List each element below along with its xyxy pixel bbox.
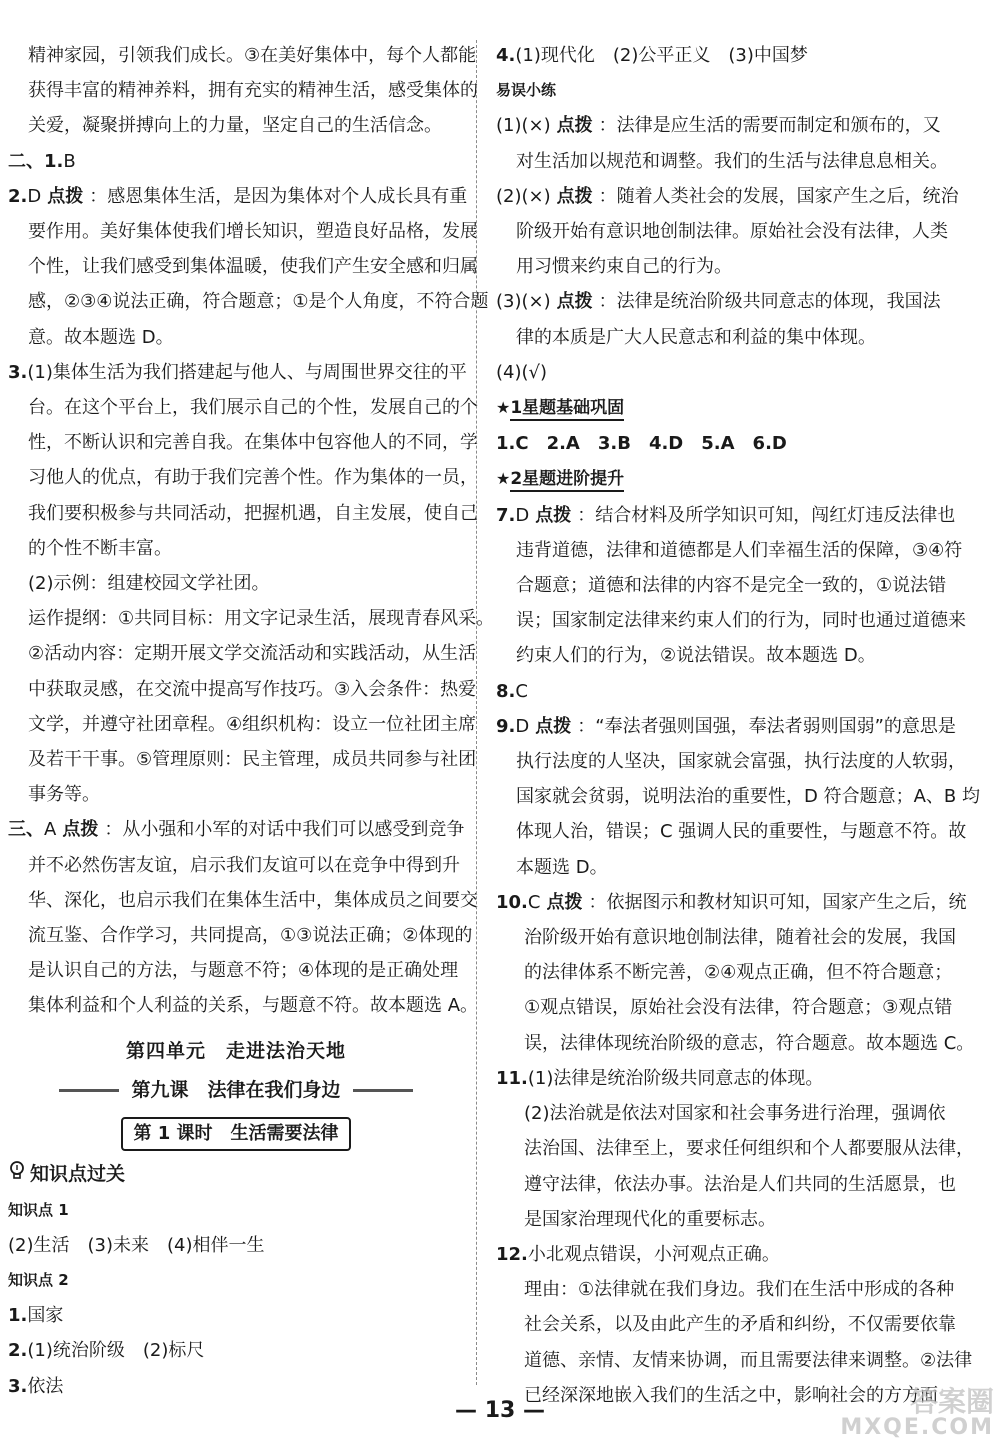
item-text: 国家 [27,1305,64,1327]
star-icon: ★ [496,469,511,489]
item-number: 2. [8,1340,28,1362]
text-line: ①观点错误，原始社会没有法律，符合题意；③观点错 [524,997,953,1019]
question-number: 2. [8,185,28,207]
right-column [496,38,980,1413]
star-2-heading [496,461,976,497]
section-label: 2星题进阶提升 [510,469,624,492]
text-line: ：“奉法者强则国强，奉法者弱则国弱”的意思是 [577,715,956,737]
text-line: 的个性不断丰富。 [28,537,172,559]
question-9 [496,709,980,885]
question-7 [496,498,976,674]
judgement-mark: (3)(×) [496,291,551,313]
item-text: (1)统治阶级 (2)标尺 [27,1340,205,1362]
text-line: 违背道德，法律和道德都是人们幸福生活的保障，③④符 [516,539,963,561]
question-number: 9. [496,715,516,737]
text-line: 的法律体系不断完善，②④观点正确，但不符合题意； [524,962,953,984]
text-line: 流互鉴、合作学习，共同提高，①③说法正确；②体现的 [28,925,473,947]
column-divider [476,40,477,1385]
text-line: ：依据图示和教材知识可知，国家产生之后，统 [588,891,967,913]
text-line: 中获取灵感，在交流中提高写作技巧。③入会条件：热爱 [28,678,477,700]
question-2-3 [8,355,495,813]
watermark-logo-text: 答案圈 [909,1385,994,1418]
judgement-3 [496,284,976,354]
text-line: 台。在这个平台上，我们展示自己的个性，发展自己的个 [28,397,478,419]
text-line: 律的本质是广大人民意志和利益的集中体现。 [516,326,876,348]
text-line: 社会关系，以及由此产生的矛盾和纠纷，不仅需要依靠 [524,1314,956,1336]
text-line: 遵守法律，依法办事。法治是人们共同的生活愿景，也 [524,1173,956,1195]
question-number: 二、1. [8,150,64,172]
text-line: 对生活加以规范和调整。我们的生活与法律息息相关。 [516,150,948,172]
text-line: 感，②③④说法正确，符合题意；①是个人角度，不符合题 [28,291,489,313]
tip-label: 点拨 [62,819,99,841]
text-line: 执行法度的人坚决，国家就会富强，执行法度的人软弱， [516,751,966,773]
text-line: 我们要积极参与共同活动，把握机遇，自主发展，使自己 [28,502,478,524]
judgement-mark: (2)(×) [496,185,551,207]
question-8 [496,674,976,709]
question-number: 三、 [8,819,44,841]
answer: C [527,891,541,913]
question-2-2 [8,179,489,355]
lesson-title: 第九课 法律在我们身边 [131,1078,341,1101]
text-line: ：法律是应生活的需要而制定和颁布的，又 [598,115,941,137]
tip-label: 点拨 [535,504,572,526]
left-column [8,38,495,1404]
text-line: ：从小强和小军的对话中我们可以感受到竞争 [104,819,465,841]
knowledge-section-title [8,1157,464,1192]
star-1-heading [496,390,976,426]
answer: D [27,185,42,207]
question-12 [496,1237,976,1413]
knowledge-point-2-label: 知识点 2 [8,1270,69,1289]
text-line: ：结合材料及所学知识可知，闯红灯违反法律也 [577,504,956,526]
text-line: 精神家园，引领我们成长。③在美好集体中，每个人都能 [28,45,477,66]
text-line: 获得丰富的精神养料，拥有充实的精神生活，感受集体的 [28,80,478,102]
tip-label: 点拨 [556,185,593,207]
text-line: 治阶级开始有意识地创制法律，随着社会的发展，我国 [524,927,956,949]
text-line: (2)示例：组建校园文学社团。 [28,573,270,595]
period-title: 第 1 课时 生活需要法律 [121,1117,350,1151]
answer: C [515,680,528,702]
section-label: 1星题基础巩固 [510,398,624,421]
answer: D [515,504,530,526]
list-item [8,1333,464,1368]
text-line: 合题意；道德和法律的内容不是完全一致的，①说法错 [516,575,947,597]
lightbulb-icon [8,1157,26,1192]
text-line: ：感恩集体生活，是因为集体对个人成长具有重 [89,185,468,207]
knowledge-point-1-content: (2)生活 (3)未来 (4)相伴一生 [8,1234,265,1256]
watermark [834,1385,994,1444]
text-line: 意。故本题选 D。 [28,326,174,348]
list-item [8,1298,464,1333]
item-number: 1. [8,1305,28,1327]
text-line: 阶级开始有意识地创制法律。原始社会没有法律，人类 [516,221,948,243]
text-line: ：法律是统治阶级共同意志的体现，我国法 [598,291,941,313]
text-line: 误；国家制定法律来约束人们的行为，同时也通过道德来 [516,610,966,632]
text-line: 文学，并遵守社团章程。④组织机构：设立一位社团主席 [28,713,477,735]
tip-label: 点拨 [546,891,583,913]
text-line: 并不必然伤害友谊，启示我们友谊可以在竞争中得到升 [28,854,460,876]
judgement-mark: (4)(√) [496,361,548,383]
text-line: 关爱，凝聚拼搏向上的力量，坚定自己的生活信念。 [28,115,442,137]
question-number: 3. [8,361,28,383]
text-line: 华、深化，也启示我们在集体生活中，集体成员之间要交 [28,889,478,911]
text-line: (2)法治就是依法对国家和社会事务进行治理，强调依 [524,1103,946,1125]
text-line: 约束人们的行为，②说法错误。故本题选 D。 [516,645,876,667]
question-number: 11. [496,1067,528,1089]
watermark-url: MXQE.COM [840,1415,994,1440]
text-line: ：随着人类社会的发展，国家产生之后，统治 [598,185,959,207]
item-text: (1)现代化 (2)公平正义 (3)中国梦 [515,45,808,66]
judgement-1 [496,108,976,178]
question-11 [496,1061,976,1237]
star-icon: ★ [496,398,511,418]
decorative-bar [353,1089,413,1092]
text-line: 误，法律体现统治阶级的意志，符合题意。故本题选 C。 [524,1032,975,1054]
text-line: (1)法律是统治阶级共同意志的体现。 [527,1067,824,1089]
period-title-box [8,1116,464,1151]
text-line: 集体利益和个人利益的关系，与题意不符。故本题选 A。 [28,995,479,1017]
text-line: 是认识自己的方法，与题意不符；④体现的是正确处理 [28,960,459,982]
answer: D [515,715,530,737]
item-4 [496,38,976,73]
tip-label: 点拨 [556,291,593,313]
text-line: ②活动内容：定期开展文学交流活动和实践活动，从生活 [28,643,477,665]
answer: B [63,150,76,172]
question-2-1 [8,144,464,179]
question-number: 8. [496,680,516,702]
item-text: 依法 [27,1375,64,1397]
text-line: 法治国、法律至上，要求任何组织和个人都要服从法律， [524,1138,974,1160]
text-line: 运作提纲：①共同目标：用文字记录生活，展现青春风采。 [28,608,495,630]
lesson-title-row [8,1073,464,1108]
text-line: 道德、亲情、友情来协调，而且需要法律来调整。②法律 [524,1349,973,1371]
text-line: 小北观点错误，小河观点正确。 [527,1243,780,1265]
unit-title: 第四单元 走进法治天地 [125,1039,346,1062]
text-line: 及若干干事。⑤管理原则：民主管理，成员共同参与社团 [28,749,477,771]
error-practice-title: 易误小练 [496,81,557,100]
question-number: 12. [496,1243,528,1265]
text-line: (1)集体生活为我们搭建起与他人、与周围世界交往的平 [27,361,467,383]
text-line: 事务等。 [28,784,100,806]
section-label: 知识点过关 [30,1163,126,1186]
judgement-mark: (1)(×) [496,115,551,137]
text-line: 是国家治理现代化的重要标志。 [524,1208,776,1230]
item-number: 4. [496,45,516,66]
text-line: 理由：①法律就在我们身边。我们在生活中形成的各种 [524,1279,955,1301]
judgement-2 [496,179,976,285]
paragraph-continuation [8,38,478,144]
text-line: 性，不断认识和完善自我。在集体中包容他人的不同，学 [28,432,478,454]
question-3 [8,812,479,1023]
question-10 [496,885,976,1061]
multiple-choice-answers: 1.C 2.A 3.B 4.D 5.A 6.D [496,433,787,455]
tip-label: 点拨 [556,115,593,137]
text-line: 体现人治，错误；C 强调人民的重要性，与题意不符。故 [516,821,967,843]
question-number: 10. [496,891,528,913]
item-number: 3. [8,1375,28,1397]
tip-label: 点拨 [535,715,572,737]
text-line: 个性，让我们感受到集体温暖，使我们产生安全感和归属 [28,256,478,278]
decorative-bar [59,1089,119,1092]
question-number: 7. [496,504,516,526]
text-line: 本题选 D。 [516,856,608,878]
text-line: 要作用。美好集体使我们增长知识，塑造良好品格，发展 [28,221,478,243]
text-line: 已经深深地嵌入我们的生活之中，影响社会的方方面 [524,1384,938,1406]
knowledge-point-1-label: 知识点 1 [8,1200,69,1219]
tip-label: 点拨 [47,185,84,207]
text-line: 国家就会贫弱，说明法治的重要性，D 符合题意；A、B 均 [516,786,980,808]
page-number: — 13 — [455,1398,545,1423]
answer: A [44,819,57,841]
text-line: 用习惯来约束自己的行为。 [516,256,732,278]
judgement-4 [496,355,976,390]
text-line: 习他人的优点，有助于我们完善个性。作为集体的一员， [28,467,478,489]
